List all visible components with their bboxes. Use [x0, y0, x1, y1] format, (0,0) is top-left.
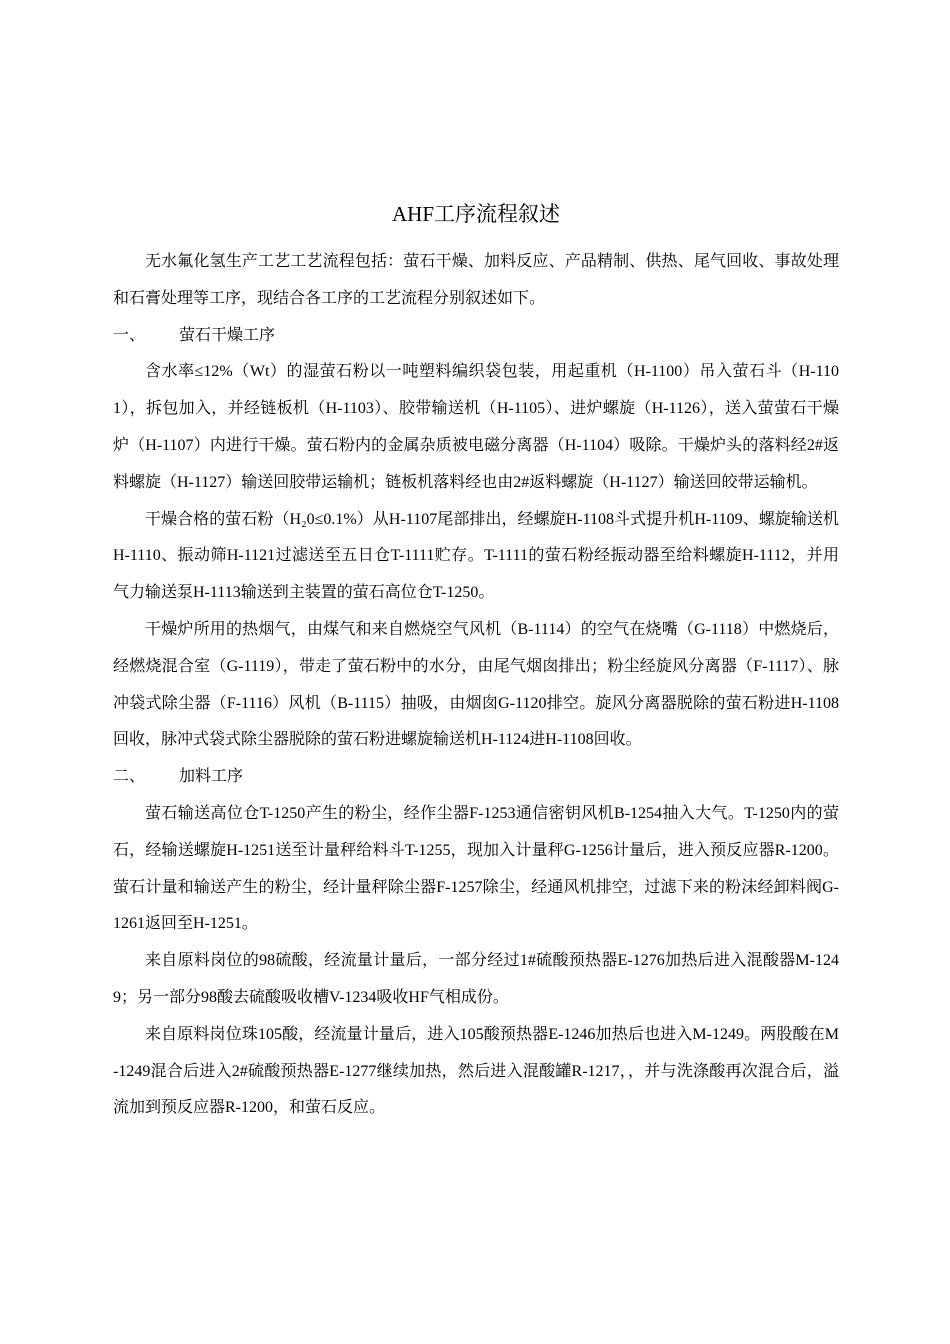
intro-paragraph: 无水氟化氢生产工艺工艺流程包括：萤石干燥、加料反应、产品精制、供热、尾气回收、事故处理和石膏处理等工序，现结合各工序的工艺流程分别叙述如下。: [113, 253, 839, 307]
section-1-paragraph-3: 干燥炉所用的热烟气，由煤气和来自燃烧空气风机（B-1114）的空气在烧嘴（G-1118）中燃烧后，经燃烧混合室（G-1119），带走了萤石粉中的水分，由尾气烟囱排出；粉尘经旋风分离器（F-1117）、脉冲袋式除尘器（F-1116）风机（B-1115）抽吸，由烟囱G-1120排空。旋风分离器脱除的萤石粉进H-1108回收，脉冲式袋式除尘器脱除的萤石粉进螺旋输送机H-1124进H-1108回收。: [113, 620, 839, 749]
section-number: 二、: [113, 768, 146, 786]
section-2-paragraph-1: 萤石输送高位仓T-1250产生的粉尘，经作尘器F-1253通信密钥风机B-1254抽入大气。T-1250内的萤石，经输送螺旋H-1251送至计量秤给料斗T-1255，现加入计量秤G-1256计量后，进入预反应器R-1200。萤石计量和输送产生的粉尘，经计量秤除尘器F-1257除尘，经通风机排空，过滤下来的粉沫经卸料阀G-1261返回至H-1251。: [113, 804, 839, 933]
document-title: AHF工序流程叙述: [391, 202, 560, 226]
section-1-paragraph-2: 干燥合格的萤石粉（H₂0≤0.1%）从H-1107尾部排出，经螺旋H-1108斗式提升机H-1109、螺旋输送机H-1110、振动筛H-1121过滤送至五日仓T-1111贮存。T-1111的萤石粉经振动器至给料螺旋H-1112，并用气力输送泵H-1113输送到主装置的萤石高位仓T-1250。: [113, 510, 839, 602]
section-1-paragraph-1: 含水率≤12%（Wt）的湿萤石粉以一吨塑料编织袋包装，用起重机（H-1100）吊入萤石斗（H-1101），拆包加入，并经链板机（H-1103）、胶带输送机（H-1105）、进炉螺旋（H-1126），送入萤萤石干燥炉（H-1107）内进行干燥。萤石粉内的金属杂质被电磁分离器（H-1104）吸除。干燥炉头的落料经2#返料螺旋（H-1127）输送回胶带运输机；链板机落料经也由2#返料螺旋（H-1127）输送回皎带运输机。: [113, 363, 839, 491]
document-body: [113, 196, 839, 1127]
section-heading-2: [113, 759, 839, 796]
section-title: 加料工序: [179, 768, 244, 786]
section-2-paragraph-2: 来自原料岗位的98硫酸，经流量计量后，一部分经过1#硫酸预热器E-1276加热后进入混酸器M-1249；另一部分98酸去硫酸吸收槽V-1234吸收HF气相成份。: [113, 952, 839, 1006]
section-title: 萤石干燥工序: [179, 326, 276, 344]
section-2-paragraph-3: 来自原料岗位珠105酸，经流量计量后，进入105酸预热器E-1246加热后也进入M-1249。两股酸在M-1249混合后进入2#硫酸预热器E-1277继续加热，然后进入混酸罐R-1217，，并与洗涤酸再次混合后，溢流加到预反应器R-1200，和萤石反应。: [113, 1025, 839, 1117]
section-number: 一、: [113, 326, 146, 344]
section-heading-1: [113, 318, 839, 355]
